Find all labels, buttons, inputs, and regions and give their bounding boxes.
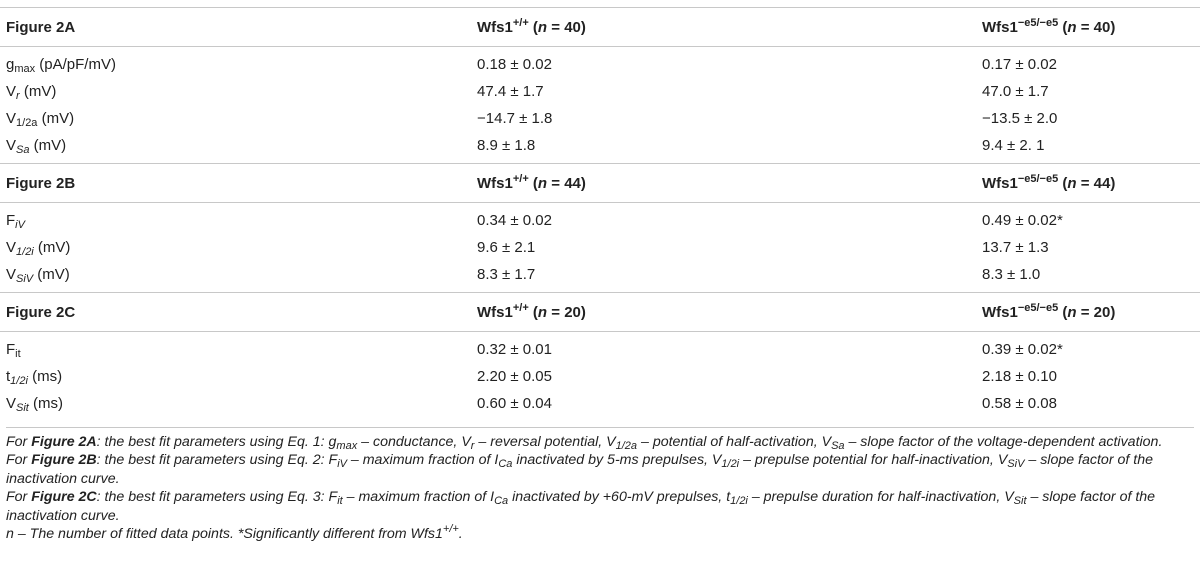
wildtype-value: 0.60 ± 0.04 <box>477 395 552 412</box>
section-header-row <box>0 164 1200 203</box>
knockout-value: 0.39 ± 0.02* <box>982 341 1063 358</box>
footnote-2a: For Figure 2A: the best fit parameters using Eq. 1: $g_{max}$ – conductance, $V_r$ – reversal potential, $V_{1/2a}$ – potential of half-activation, $V_{Sa}$ – slope factor of the voltage-dependent activation. <box>6 434 1163 452</box>
n-variable: n <box>537 174 548 192</box>
n-count: = 44) <box>1076 174 1116 192</box>
parameter-subscript: SiV <box>16 273 34 285</box>
parameter-row <box>0 363 1200 390</box>
wildtype-value: 8.3 ± 1.7 <box>477 266 536 283</box>
section-title: Figure 2A <box>0 8 290 47</box>
knockout-value: 13.7 ± 1.3 <box>982 239 1049 256</box>
parameter-row <box>0 234 1200 261</box>
parameter-unit: (mV) <box>33 266 70 283</box>
knockout-value: −13.5 ± 2.0 <box>982 110 1058 127</box>
wildtype-column-header: Wfs1+/+ (n = 20) <box>290 293 685 332</box>
parameter-symbol: V <box>6 266 17 283</box>
parameter-subscript: iV <box>15 219 25 231</box>
footnote-2c: For Figure 2C: the best fit parameters using Eq. 3: $F_{it}$ – maximum fraction of $I_{Ca}$ inactivated by +60-mV prepulses, $t_{1/2i}$ – prepulse duration for half-inactivation, $V_{Sit}$ – slope factor of the inactivation curve. <box>6 489 1156 524</box>
parameter-row <box>0 132 1200 164</box>
parameter-subscript: r <box>16 90 20 102</box>
parameter-label <box>0 363 290 390</box>
data-table <box>0 7 1200 421</box>
parameter-unit: (ms) <box>28 395 64 412</box>
knockout-value: 0.17 ± 0.02 <box>982 56 1057 73</box>
knockout-column-header: $Wfs1^{-e5/-e5}$ (n = 40) <box>685 8 1200 47</box>
parameter-label <box>0 203 290 235</box>
footnote-n: n – The number of fitted data points. *Significantly different from Wfs1+/+. <box>6 523 463 543</box>
section-title: Figure 2B <box>0 164 290 203</box>
n-variable: n <box>1067 174 1077 192</box>
n-count: = 20) <box>1076 303 1116 321</box>
wildtype-value: 2.20 ± 0.05 <box>477 368 552 385</box>
parameter-symbol: F <box>6 341 16 358</box>
parameter-subscript: 1/2a <box>16 117 38 129</box>
gene-name: Wfs1 <box>477 174 513 192</box>
wildtype-value: 0.32 ± 0.01 <box>477 341 552 358</box>
knockout-value: 2.18 ± 0.10 <box>982 368 1057 385</box>
parameter-label <box>0 261 290 293</box>
gene-name: Wfs1 <box>982 303 1018 321</box>
parameter-unit: (pA/pF/mV) <box>35 56 116 73</box>
gene-name: Wfs1 <box>982 174 1018 192</box>
n-count: = 20) <box>547 303 586 321</box>
genotype-superscript: +/+ <box>512 16 529 29</box>
parameter-unit: (mV) <box>37 110 75 127</box>
parameter-unit: (ms) <box>27 368 63 385</box>
n-count: = 40) <box>547 18 586 36</box>
parameter-row <box>0 78 1200 105</box>
parameter-subscript: Sa <box>16 144 30 156</box>
n-count: = 44) <box>547 174 586 192</box>
n-variable: n <box>1067 303 1077 321</box>
parameter-unit: (mV) <box>33 239 71 256</box>
knockout-value: 8.3 ± 1.0 <box>982 266 1041 283</box>
genotype-superscript: −e5/−e5 <box>1017 301 1059 314</box>
wildtype-value: 9.6 ± 2.1 <box>477 239 536 256</box>
parameter-symbol: g <box>6 56 15 73</box>
parameter-label <box>0 332 290 364</box>
knockout-value: 0.49 ± 0.02* <box>982 212 1063 229</box>
genotype-superscript: −e5/−e5 <box>1017 172 1059 185</box>
knockout-column-header: $Wfs1^{-e5/-e5}$ (n = 44) <box>685 164 1200 203</box>
parameter-label <box>0 78 290 105</box>
parameter-symbol: V <box>6 239 17 256</box>
parameter-subscript: max <box>14 63 36 75</box>
footnote-2b: For Figure 2B: the best fit parameters using Eq. 2: $F_{iV}$ – maximum fraction of $I_{Ca}$ inactivated by 5-ms prepulses, $V_{1/2i}$ – prepulse potential for half-inactivation, $V_{SiV}$ – slope factor of the inactivation curve. <box>6 452 1153 487</box>
parameter-row <box>0 261 1200 293</box>
parameter-symbol: t <box>6 368 11 385</box>
wildtype-value: 47.4 ± 1.7 <box>477 83 544 100</box>
genotype-superscript: +/+ <box>512 172 529 185</box>
section-header-row <box>0 8 1200 47</box>
parameter-symbol: V <box>6 110 17 127</box>
gene-name: Wfs1 <box>982 18 1018 36</box>
parameter-label <box>0 47 290 79</box>
knockout-value: 0.58 ± 0.08 <box>982 395 1057 412</box>
n-variable: n <box>537 303 548 321</box>
wildtype-column-header: Wfs1+/+ (n = 44) <box>290 164 685 203</box>
n-variable: n <box>537 18 548 36</box>
wildtype-value: 8.9 ± 1.8 <box>477 137 536 154</box>
parameter-label <box>0 234 290 261</box>
parameter-row <box>0 203 1200 235</box>
section-header-row <box>0 293 1200 332</box>
wildtype-value: 0.18 ± 0.02 <box>477 56 552 73</box>
parameter-subscript: Sit <box>16 402 29 414</box>
parameter-subscript: it <box>15 348 21 360</box>
knockout-column-header: $Wfs1^{-e5/-e5}$ (n = 20) <box>685 293 1200 332</box>
parameter-label <box>0 132 290 164</box>
parameter-symbol: F <box>6 212 16 229</box>
parameter-row <box>0 332 1200 364</box>
parameter-subscript: 1/2i <box>10 375 28 387</box>
parameter-row <box>0 47 1200 79</box>
parameter-symbol: V <box>6 83 17 100</box>
wildtype-value: −14.7 ± 1.8 <box>477 110 553 127</box>
n-variable: n <box>1067 18 1077 36</box>
wildtype-value: 0.34 ± 0.02 <box>477 212 552 229</box>
knockout-value: 9.4 ± 2. 1 <box>982 137 1045 154</box>
table-footnotes <box>6 427 1194 543</box>
parameter-unit: (mV) <box>29 137 67 154</box>
parameter-label <box>0 105 290 132</box>
parameter-subscript: 1/2i <box>16 246 34 258</box>
genotype-superscript: +/+ <box>512 301 529 314</box>
gene-name: Wfs1 <box>477 303 513 321</box>
table-body <box>0 8 1200 422</box>
wildtype-column-header: Wfs1+/+ (n = 40) <box>290 8 685 47</box>
parameter-label <box>0 390 290 421</box>
parameter-row <box>0 105 1200 132</box>
parameter-unit: (mV) <box>19 83 57 100</box>
n-count: = 40) <box>1076 18 1116 36</box>
parameter-symbol: V <box>6 395 17 412</box>
parameter-symbol: V <box>6 137 17 154</box>
parameter-row <box>0 390 1200 421</box>
section-title: Figure 2C <box>0 293 290 332</box>
knockout-value: 47.0 ± 1.7 <box>982 83 1049 100</box>
genotype-superscript: −e5/−e5 <box>1017 16 1059 29</box>
gene-name: Wfs1 <box>477 18 513 36</box>
